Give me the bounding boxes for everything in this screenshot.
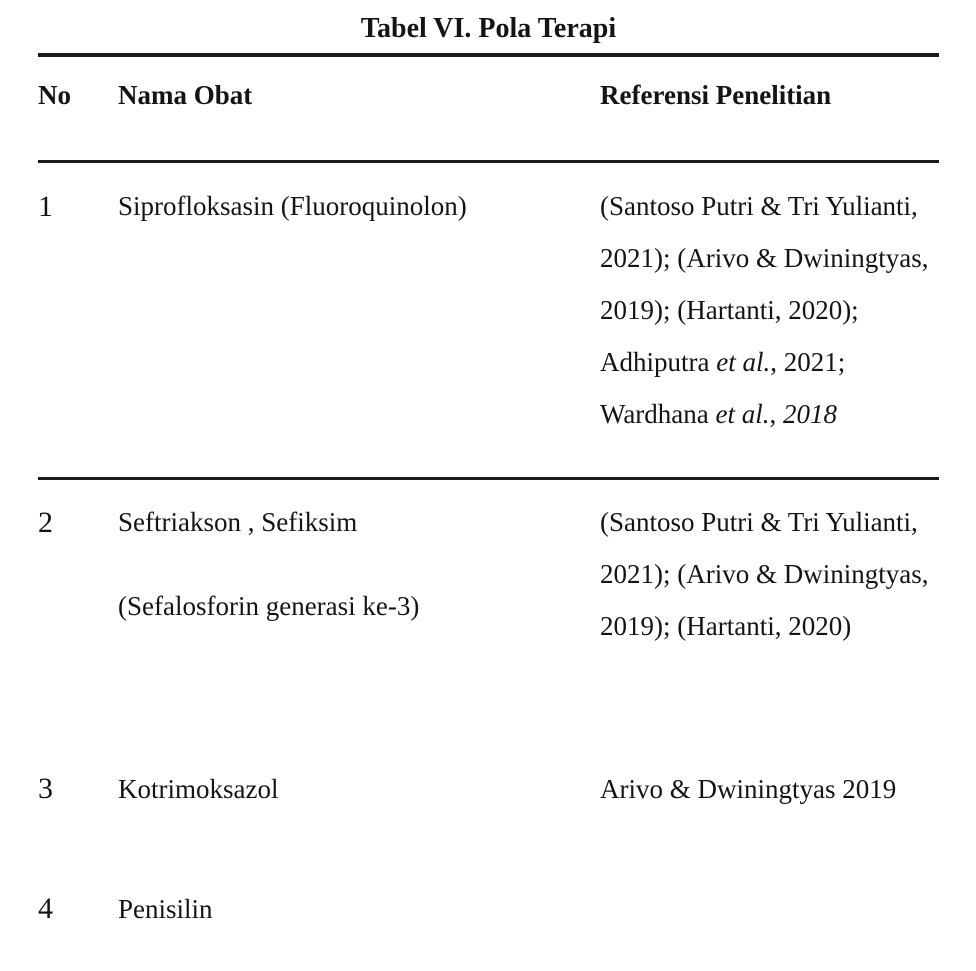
drug-name-line: (Sefalosforin generasi ke-3) xyxy=(118,591,420,621)
row-number: 3 xyxy=(38,772,53,805)
ref-segment: 2019); (Hartanti, 2020); xyxy=(600,295,859,325)
table-rule-row1 xyxy=(38,477,939,480)
ref-segment: 2021); (Arivo & Dwiningtyas, xyxy=(600,243,929,273)
reference-line xyxy=(600,763,948,815)
ref-segment: , 2021; xyxy=(770,347,846,377)
reference-line xyxy=(600,388,948,440)
ref-segment: (Santoso Putri & Tri Yulianti, xyxy=(600,191,918,221)
drug-name-cell xyxy=(118,509,578,620)
table-title: Tabel VI. Pola Terapi xyxy=(360,13,617,44)
table-rule-top xyxy=(38,53,939,57)
drug-name-line: Siprofloksasin (Fluoroquinolon) xyxy=(118,191,467,221)
reference-line xyxy=(600,284,948,336)
ref-segment: Adhiputra xyxy=(600,347,717,377)
reference-line xyxy=(600,180,948,232)
row-number: 1 xyxy=(38,190,53,223)
row-number: 4 xyxy=(38,892,53,925)
ref-segment-italic: 2018 xyxy=(783,399,838,429)
column-header-no: No xyxy=(38,80,71,110)
reference-cell xyxy=(600,763,948,815)
drug-name-line: Penisilin xyxy=(118,894,213,924)
drug-name-cell xyxy=(118,776,578,803)
reference-cell xyxy=(600,496,948,652)
table-rule-header xyxy=(38,160,939,163)
drug-name-cell xyxy=(118,193,578,220)
ref-segment: 2021); (Arivo & Dwiningtyas, xyxy=(600,559,929,589)
reference-line xyxy=(600,496,948,548)
column-header-referensi: Referensi Penelitian xyxy=(600,80,832,110)
ref-segment: Wardhana xyxy=(600,399,716,429)
reference-line xyxy=(600,548,948,600)
reference-line xyxy=(600,232,948,284)
reference-line xyxy=(600,600,948,652)
ref-segment: (Santoso Putri & Tri Yulianti, xyxy=(600,507,918,537)
reference-cell xyxy=(600,180,948,440)
row-number: 2 xyxy=(38,506,53,539)
drug-name-cell xyxy=(118,896,578,923)
ref-segment-italic: et al. xyxy=(716,347,771,377)
reference-line xyxy=(600,336,948,388)
drug-name-line: Kotrimoksazol xyxy=(118,774,279,804)
ref-segment: Arivo & Dwiningtyas 2019 xyxy=(600,774,897,804)
ref-segment: , xyxy=(769,399,784,429)
drug-name-line: Seftriakson , Sefiksim xyxy=(118,507,358,537)
ref-segment: 2019); (Hartanti, 2020) xyxy=(600,611,852,641)
ref-segment-italic: et al. xyxy=(715,399,770,429)
column-header-nama-obat: Nama Obat xyxy=(118,80,253,110)
